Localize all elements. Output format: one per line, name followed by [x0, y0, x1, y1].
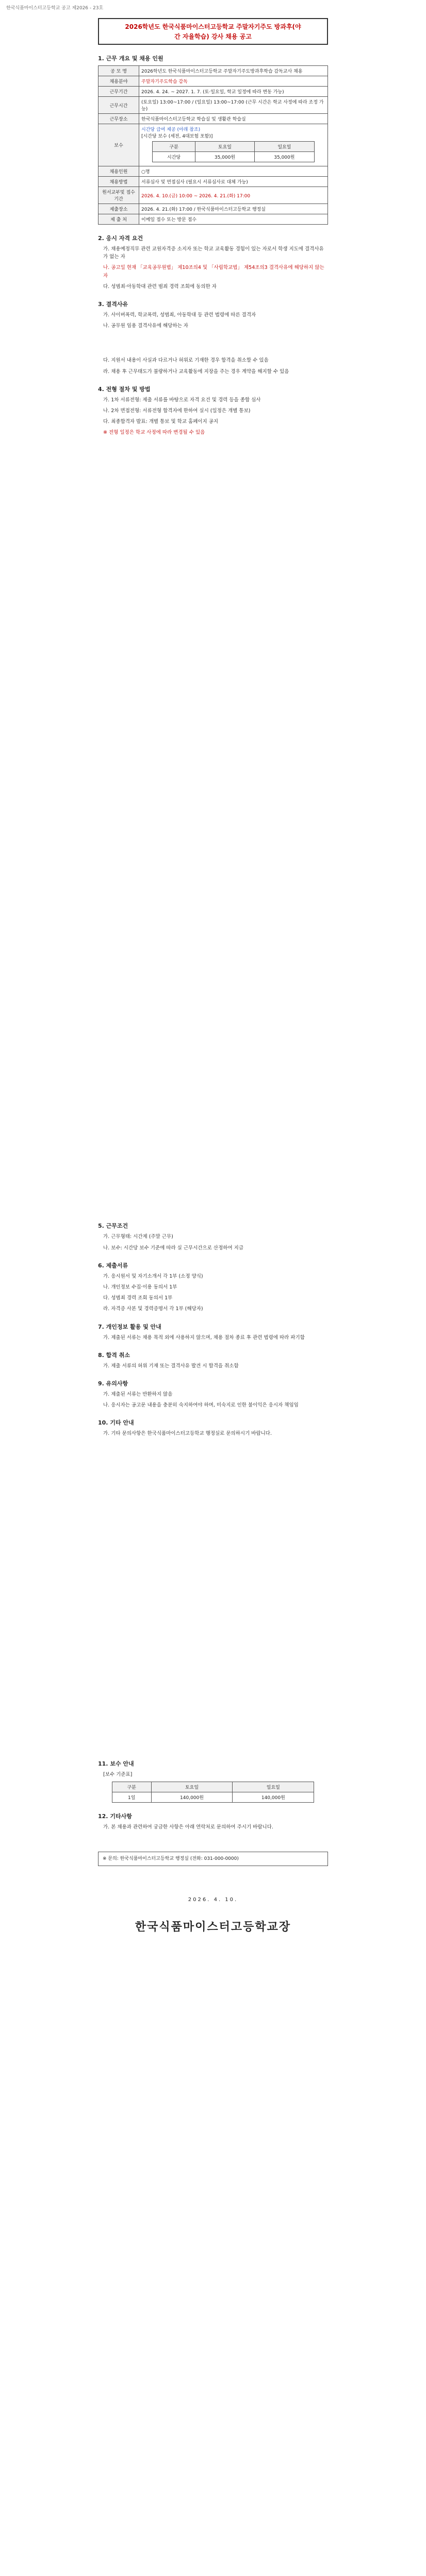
section-6-item: 나. 개인정보 수집·이용 동의서 1부 [103, 1284, 177, 1290]
table-row [99, 124, 328, 166]
pay-header: 일요일 [255, 142, 314, 152]
section-3-item: 가. 사이버폭력, 학교폭력, 성범죄, 아동학대 등 관련 법령에 따른 결격자 [103, 312, 256, 318]
row-value: (토요일) 13:00~17:00 / (일요일) 13:00~17:00 (근무 시간은 학교 사정에 따라 조정 가능) [139, 97, 328, 114]
pay-summary: 시간당 급여 제공 (아래 참조) [141, 127, 201, 132]
pay-cell-value: 140,000원 [233, 1792, 314, 1802]
pay-standard-table [112, 1782, 314, 1803]
section-4-item: 다. 최종합격자 발표: 개별 통보 및 학교 홈페이지 공지 [103, 419, 219, 425]
notice-number: 한국식품마이스터고등학교 공고 제2026 - 23호 [6, 6, 104, 11]
table-row [99, 87, 328, 97]
row-label: 채용분야 [99, 76, 139, 87]
section-3-heading: 3. 결격사유 [98, 300, 128, 308]
additional-note: 다. 지원서 내용이 사실과 다르거나 허위로 기재한 경우 합격을 취소할 수 있음 [103, 358, 269, 364]
contact-note: ※ 문의: 한국식품마이스터고등학교 행정실 (전화: 031-000-0000) [98, 1852, 328, 1866]
table-row [99, 177, 328, 187]
section-6-item: 다. 성범죄 경력 조회 동의서 1부 [103, 1295, 173, 1301]
pay-note: [시간당 보수 (세전, 4대보험 포함)] [141, 134, 213, 139]
section-12-heading: 12. 기타사항 [98, 1812, 132, 1820]
section-4-item: 나. 2차 면접전형: 서류전형 합격자에 한하여 실시 (일정은 개별 통보) [103, 408, 251, 414]
row-value: 주말자기주도학습 감독 [139, 76, 328, 87]
section-12-item: 가. 본 채용과 관련하여 궁금한 사항은 아래 연락처로 문의하여 주시기 바랍니다. [103, 1824, 273, 1830]
section-7-heading: 7. 개인정보 활용 및 안내 [98, 1323, 161, 1330]
table-row [99, 187, 328, 204]
pay-table [152, 141, 314, 162]
section-7-item: 가. 제출된 서류는 채용 목적 외에 사용하지 않으며, 채용 절차 종료 후 관련 법령에 따라 파기함 [103, 1334, 305, 1341]
section-11-heading: 11. 보수 안내 [98, 1760, 134, 1767]
notice-date: 2026. 4. 10. [188, 1897, 238, 1903]
pay-header: 토요일 [151, 1782, 233, 1792]
table-row [99, 97, 328, 114]
pay-header: 구분 [153, 142, 195, 152]
row-label: 제 출 처 [99, 214, 139, 225]
table-row [99, 66, 328, 76]
row-value: 2026. 4. 10.(금) 10:00 ~ 2026. 4. 21.(화) 17:00 [139, 187, 328, 204]
title-line-1: 2026학년도 한국식품마이스터고등학교 주말자기주도 방과후(야 [125, 23, 301, 30]
section-5-item: 나. 보수: 시간당 보수 기준에 따라 실 근무시간으로 산정하여 지급 [103, 1245, 244, 1251]
section-1-heading: 1. 근무 개요 및 채용 인원 [98, 55, 163, 62]
section-5-item: 가. 근무형태: 시간제 (주말 근무) [103, 1234, 173, 1240]
row-value: 2026. 4. 21.(화) 17:00 / 한국식품마이스터고등학교 행정실 [139, 204, 328, 214]
pay-cell [139, 124, 328, 166]
pay-table-note: [보수 기준표] [103, 1771, 133, 1777]
row-label: 채용방법 [99, 177, 139, 187]
pay-header: 일요일 [233, 1782, 314, 1792]
row-label: 공 모 명 [99, 66, 139, 76]
table-row [99, 114, 328, 124]
row-value: 한국식품마이스터고등학교 학습실 및 생활관 학습실 [139, 114, 328, 124]
section-9-item: 가. 제출된 서류는 반환하지 않음 [103, 1391, 173, 1397]
job-overview-table [98, 65, 328, 225]
table-row [99, 76, 328, 87]
row-value: 2026. 4. 24. ~ 2027. 1. 7. (토·일요일, 학교 일정에 따라 변동 가능) [139, 87, 328, 97]
section-5-heading: 5. 근무조건 [98, 1223, 128, 1230]
section-2-item: 가. 채용예정직무 관련 교원자격증 소지자 또는 학교 교육활동 경험이 있는 자로서 학생 지도에 결격사유가 없는 자 [103, 246, 324, 260]
pay-cell-value: 시간당 [153, 152, 195, 162]
table-row [99, 214, 328, 225]
pay-header: 구분 [112, 1782, 151, 1792]
row-label: 채용인원 [99, 166, 139, 177]
section-6-heading: 6. 제출서류 [98, 1262, 128, 1269]
section-6-item: 라. 자격증 사본 및 경력증명서 각 1부 (해당자) [103, 1306, 203, 1312]
section-2-heading: 2. 응시 자격 요건 [98, 235, 143, 242]
row-label: 원서교부및 접수기간 [99, 187, 139, 204]
row-label: 근무시간 [99, 97, 139, 114]
additional-note: 라. 채용 후 근무태도가 불량하거나 교육활동에 지장을 주는 경우 계약을 해지할 수 있음 [103, 368, 289, 375]
row-value: 이메일 접수 또는 방문 접수 [139, 214, 328, 225]
section-8-heading: 8. 합격 취소 [98, 1351, 130, 1359]
section-4-item: ※ 전형 일정은 학교 사정에 따라 변경될 수 있음 [103, 430, 205, 436]
row-value: 2026학년도 한국식품마이스터고등학교 주말자기주도방과후학습 감독교사 채용 [139, 66, 328, 76]
row-label: 근무장소 [99, 114, 139, 124]
section-3-item: 나. 공무원 임용 결격사유에 해당하는 자 [103, 323, 188, 329]
table-row [99, 166, 328, 177]
section-9-heading: 9. 유의사항 [98, 1380, 128, 1387]
section-10-heading: 10. 기타 안내 [98, 1419, 134, 1427]
issuing-organization: 한국식품마이스터고등학교장 [135, 1921, 291, 1934]
section-4-heading: 4. 전형 절차 및 방법 [98, 385, 151, 393]
row-value: 서류심사 및 면접심사 (필요시 서류심사로 대체 가능) [139, 177, 328, 187]
section-9-item: 나. 응시자는 공고문 내용을 충분히 숙지하여야 하며, 미숙지로 인한 불이익은 응시자 책임임 [103, 1402, 299, 1409]
section-10-item: 가. 기타 문의사항은 한국식품마이스터고등학교 행정실로 문의하시기 바랍니다. [103, 1431, 272, 1437]
row-value: ○명 [139, 166, 328, 177]
pay-header: 토요일 [195, 142, 254, 152]
section-4-item: 가. 1차 서류전형: 제출 서류를 바탕으로 자격 요건 및 경력 등을 종합 심사 [103, 397, 261, 403]
row-label: 보수 [99, 124, 139, 166]
row-label: 근무기간 [99, 87, 139, 97]
pay-cell-value: 35,000원 [255, 152, 314, 162]
section-2-item: 나. 공고일 현재 「교육공무원법」 제10조의4 및 「사립학교법」 제54조의3 결격사유에 해당하지 않는 자 [103, 265, 324, 279]
section-6-item: 가. 응시원서 및 자기소개서 각 1부 (소정 양식) [103, 1273, 203, 1279]
section-2-item: 다. 성범죄·아동학대 관련 범죄 경력 조회에 동의한 자 [103, 283, 217, 290]
row-label: 제출장소 [99, 204, 139, 214]
title-box [98, 18, 328, 45]
pay-cell-value: 35,000원 [195, 152, 254, 162]
section-8-item: 가. 제출 서류의 허위 기재 또는 결격사유 발견 시 합격을 취소함 [103, 1363, 239, 1369]
title-line-2: 간 자율학습) 강사 채용 공고 [174, 33, 252, 40]
pay-cell-value: 1일 [112, 1792, 151, 1802]
pay-cell-value: 140,000원 [151, 1792, 233, 1802]
table-row [99, 204, 328, 214]
signoff [98, 1897, 328, 1934]
main-content [98, 54, 328, 1934]
